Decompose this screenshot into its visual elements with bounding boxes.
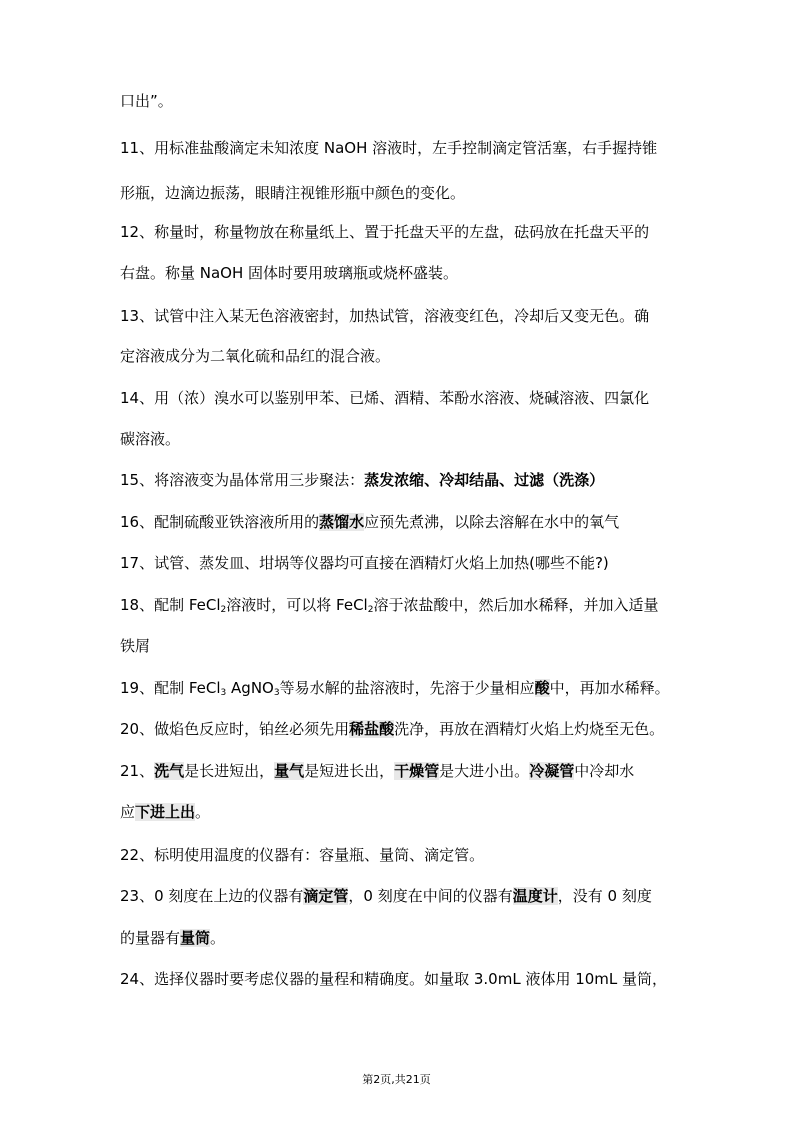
- highlighted-text: 冷凝管: [529, 762, 575, 780]
- text: 21、: [120, 762, 155, 780]
- text-line: [120, 138, 680, 158]
- text: ，没有 0 刻度: [557, 887, 652, 905]
- text-line: [120, 636, 680, 656]
- text: 是大进小出。: [439, 762, 530, 780]
- text: 11、用标准盐酸滴定未知浓度 NaOH 溶液时，左手控制滴定管活塞，右手握持锥: [120, 139, 658, 157]
- text-line: [120, 802, 680, 822]
- text-line: [120, 928, 680, 948]
- text-line: [120, 678, 680, 698]
- text: 。: [195, 803, 211, 821]
- highlighted-text: 蒸馏水: [319, 513, 365, 531]
- text: 中，再加水稀释。: [549, 679, 670, 697]
- text: 18、配制 FeCl: [120, 596, 221, 614]
- text: 等易水解的盐溶液时，先溶于少量相应: [279, 679, 535, 697]
- text: 15、将溶液变为晶体常用三步聚法：: [120, 471, 365, 489]
- text-line: [120, 222, 680, 242]
- text: 溶液时，可以将 FeCl: [226, 596, 368, 614]
- highlighted-text: 酸: [534, 679, 550, 697]
- subscript: 3: [273, 688, 280, 698]
- text: 。: [210, 929, 226, 947]
- text-line: [120, 761, 680, 781]
- subscript: 3: [220, 688, 227, 698]
- text-line: [120, 553, 680, 573]
- bold-text: 蒸发浓缩、冷却结晶、过滤（洗涤）: [364, 471, 605, 489]
- text-line: [120, 183, 680, 203]
- text-line: [120, 512, 680, 532]
- text: 16、配制硫酸亚铁溶液所用的: [120, 513, 320, 531]
- page-number: 第2页,共21页: [362, 1073, 431, 1086]
- text: 溶于浓盐酸中，然后加水稀释，并加入适量: [373, 596, 659, 614]
- text: 22、标明使用温度的仪器有：容量瓶、量筒、滴定管。: [120, 846, 485, 864]
- text: 中冷却水: [574, 762, 635, 780]
- text: 形瓶，边滴边振荡，眼睛注视锥形瓶中颜色的变化。: [120, 184, 466, 202]
- highlighted-text: 干燥管: [394, 762, 440, 780]
- text: 定溶液成分为二氧化硫和品红的混合液。: [120, 347, 391, 365]
- text: 是长进短出，: [184, 762, 275, 780]
- highlighted-text: 稀盐酸: [349, 720, 395, 738]
- text: ，0 刻度在中间的仪器有: [348, 887, 513, 905]
- text: 23、0 刻度在上边的仪器有: [120, 887, 304, 905]
- text-line: [120, 388, 680, 408]
- text-line: [120, 969, 680, 989]
- highlighted-text: 洗气: [154, 762, 185, 780]
- text-line: [120, 429, 680, 449]
- text: 12、称量时，称量物放在称量纸上、置于托盘天平的左盘，砝码放在托盘天平的: [120, 223, 650, 241]
- text-line: [120, 346, 680, 366]
- text: 右盘。称量 NaOH 固体时要用玻璃瓶或烧杯盛装。: [120, 264, 459, 282]
- highlighted-text: 量气: [274, 762, 305, 780]
- highlighted-text: 量筒: [180, 929, 211, 947]
- subscript: 2: [367, 605, 374, 615]
- text-line: [120, 595, 680, 615]
- text: 应预先煮沸，以除去溶解在水中的氧气: [364, 513, 620, 531]
- text: 13、试管中注入某无色溶液密封，加热试管，溶液变红色，冷却后又变无色。确: [120, 307, 650, 325]
- subscript: 2: [220, 605, 227, 615]
- text: 14、用（浓）溴水可以鉴别甲苯、已烯、酒精、苯酚水溶液、烧碱溶液、四氯化: [120, 389, 650, 407]
- text: 是短进长出，: [304, 762, 395, 780]
- text: 17、试管、蒸发皿、坩埚等仪器均可直接在酒精灯火焰上加热(哪些不能?): [120, 554, 609, 572]
- text: AgNO: [226, 679, 274, 697]
- highlighted-text: 温度计: [512, 887, 558, 905]
- text-line: [120, 263, 680, 283]
- highlighted-text: 下进上出: [135, 803, 196, 821]
- text: 洗净，再放在酒精灯火焰上灼烧至无色。: [394, 720, 665, 738]
- text-line: [120, 306, 680, 326]
- text-line: [120, 719, 680, 739]
- text: 应: [120, 803, 136, 821]
- text-line: [120, 886, 680, 906]
- text-line: [120, 470, 680, 490]
- text-line: [120, 845, 680, 865]
- text: 的量器有: [120, 929, 181, 947]
- text: 24、选择仪器时要考虑仪器的量程和精确度。如量取 3.0mL 液体用 10mL 量筒，: [120, 970, 668, 988]
- text: 口出”。: [120, 92, 173, 110]
- text: 20、做焰色反应时，铂丝必须先用: [120, 720, 350, 738]
- text-line: [120, 91, 680, 111]
- text: 碳溶液。: [120, 430, 181, 448]
- text: 19、配制 FeCl: [120, 679, 221, 697]
- text: 铁屑: [120, 637, 151, 655]
- highlighted-text: 滴定管: [303, 887, 349, 905]
